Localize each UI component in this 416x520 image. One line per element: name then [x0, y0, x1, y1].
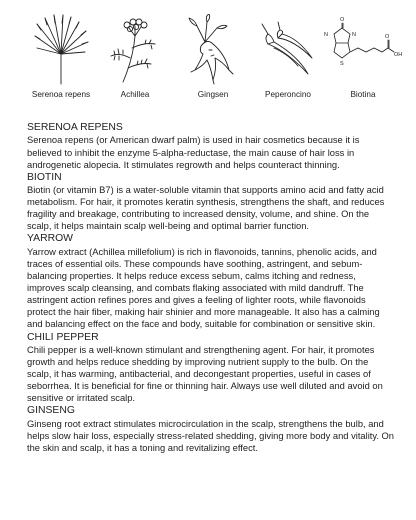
- section-yarrow: [27, 232, 395, 330]
- ingredient-biotina: [322, 14, 404, 99]
- section-heading: YARROW: [27, 233, 73, 245]
- molecule-atom-label: N: [352, 32, 356, 38]
- molecule-atom-label: OH: [394, 52, 403, 58]
- section-heading: SERENOA REPENS: [27, 122, 123, 133]
- biotin-molecule-icon: [322, 14, 404, 86]
- ingredient-label: Serenoa repens: [31, 90, 91, 99]
- section-text: Ginseng root extract stimulates microcirculation in the scalp, strengthens the bulb, and helps slow hair loss, especially stress-related shedding, giving more body and vitality. On the skin and scalp, it has a toning and revitalizing effect.: [27, 418, 395, 453]
- section-serenoa: [27, 121, 395, 171]
- molecule-atom-label: S: [340, 61, 344, 67]
- ingredient-serenoa: [22, 14, 100, 99]
- ingredient-ginseng: [174, 14, 252, 99]
- ingredient-descriptions: [27, 121, 395, 454]
- molecule-atom-label: N: [324, 32, 328, 38]
- ingredient-icons-row: [22, 14, 402, 110]
- section-ginseng: [27, 404, 395, 454]
- section-text: Yarrow extract (Achillea millefolium) is rich in flavonoids, tannins, phenolic acids, and traces of essential oils. These compounds have soothing, astringent, and sebum-balancing properties. It helps reduce excess sebum, calms itching and redness, improves scalp cleansing, and combats flaking associated with mild dandruff. The astringent action refines pores and gives a feeling of lighter roots, while flavonoids protect the hair fiber, making hair shinier and more manageable. It also has a calming and balancing effect on the face and body, suitable for combination or sensitive skin.: [27, 246, 380, 330]
- section-text: Serenoa repens (or American dwarf palm) is used in hair cosmetics because it is believed to inhibit the enzyme 5-alpha-reductase, the main cause of hair loss in androgenetic alopecia. It stimulates regrowth and helps counteract thinning.: [27, 135, 360, 170]
- ingredient-label: Achillea: [120, 90, 150, 99]
- ingredient-label: Gingsen: [197, 90, 229, 99]
- section-chili-pepper: [27, 331, 395, 405]
- section-text: Chili pepper is a well-known stimulant and strengthening agent. For hair, it promotes growth and helps reduce shedding by improving nutrient supply to the bulb. On the scalp, it has warming, antibacterial, and decongestant properties, useful in cases of seborrhea. It is beneficial for fine or thinning hair. Always use well diluted and avoid on sensitive or irritated scalp.: [27, 344, 383, 404]
- achillea-flower-icon: [105, 14, 165, 86]
- ingredient-peperoncino: [248, 14, 328, 99]
- section-heading: BIOTIN: [27, 171, 62, 183]
- serenoa-leaf-icon: [31, 14, 91, 86]
- section-text: Biotin (or vitamin B7) is a water-soluble vitamin that supports amino acid and fatty acid metabolism. For hair, it promotes keratin synthesis, strengthens the shaft, and reduces fragility and breakage, contributing to increased density, volume, and shine. On the scalp, it helps maintain scalp well-being and optimal barrier function.: [27, 185, 385, 232]
- ingredient-label: Peperoncino: [265, 90, 311, 99]
- ingredient-achillea: [96, 14, 174, 99]
- section-biotin: [27, 171, 395, 233]
- chili-pepper-icon: [258, 14, 318, 86]
- section-heading: CHILI PEPPER: [27, 331, 99, 343]
- molecule-atom-label: O: [385, 34, 390, 40]
- ingredient-label: Biotina: [350, 90, 376, 99]
- molecule-atom-label: O: [340, 17, 345, 23]
- ginseng-root-icon: [183, 14, 243, 86]
- section-heading: GINSENG: [27, 405, 75, 417]
